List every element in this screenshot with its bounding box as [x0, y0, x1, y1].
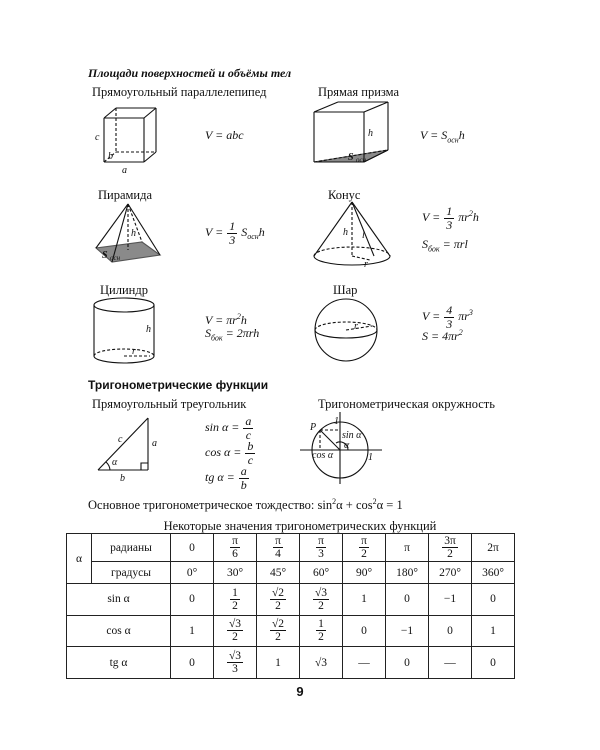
label-s: S — [102, 250, 108, 261]
caption-box: Прямоугольный параллелепипед — [92, 85, 267, 99]
label-alpha: α — [344, 440, 350, 451]
label-r: r — [354, 321, 358, 332]
cell-fraction: $\frac{\pi}{2}$ — [361, 534, 367, 560]
table-cell — [300, 584, 343, 616]
table-cell — [171, 615, 214, 647]
table-cell — [171, 647, 214, 679]
label-sin: sin α — [342, 430, 362, 441]
cell-value: 0 — [490, 593, 496, 606]
label-h: h — [146, 324, 151, 335]
cell-fraction: $\frac{√2}{2}$ — [271, 618, 285, 644]
table-cell — [214, 584, 257, 616]
table-row — [67, 647, 515, 679]
cell-fraction: $\frac{√3}{2}$ — [314, 586, 328, 612]
pyramid-figure — [90, 200, 170, 266]
svg-text:осн: осн — [356, 156, 367, 164]
cell-fraction: $\frac{3\pi}{2}$ — [444, 534, 456, 560]
caption-pyramid: Пирамида — [98, 188, 153, 202]
cell-value: 0 — [404, 656, 410, 669]
table-cell — [472, 615, 515, 647]
caption-circle: Тригонометрическая окружность — [318, 397, 495, 411]
cell-value: 1 — [490, 624, 496, 637]
table-cell — [171, 584, 214, 616]
label-h: h — [343, 227, 348, 238]
cell-value: 1 — [275, 656, 281, 669]
degree-cell: 30° — [214, 562, 257, 584]
cell-value: 0 — [447, 624, 453, 637]
degree-cell: 60° — [300, 562, 343, 584]
formula-sin: sin α = $\frac{a}{c}$ — [205, 414, 252, 442]
caption-cylinder: Цилиндр — [100, 283, 148, 297]
label-h: h — [131, 228, 136, 239]
table-cell — [300, 534, 343, 562]
table-cell — [343, 647, 386, 679]
cell-value: π — [404, 541, 410, 554]
label-b: b — [108, 151, 113, 162]
table-cell — [386, 647, 429, 679]
degree-cell: 180° — [386, 562, 429, 584]
degree-cell: 360° — [472, 562, 515, 584]
table-cell — [257, 534, 300, 562]
table-cell — [257, 584, 300, 616]
trig-identity: Основное тригонометрическое тождество: $\sin^2\alpha + \cos^2\alpha = 1$ — [88, 497, 403, 513]
degree-cell: 90° — [343, 562, 386, 584]
table-cell — [214, 534, 257, 562]
section-title-trig: Тригонометрические функции — [88, 378, 269, 392]
caption-sphere: Шар — [333, 283, 358, 297]
table-row — [67, 584, 515, 616]
cell-fraction: $\frac{\pi}{4}$ — [275, 534, 281, 560]
cell-value: 0 — [490, 656, 496, 669]
label-r: r — [364, 259, 368, 270]
caption-prism: Прямая призма — [318, 85, 400, 99]
table-cell — [429, 615, 472, 647]
table-cell — [257, 647, 300, 679]
cylinder-figure — [88, 296, 168, 368]
row-label: sin α — [67, 584, 171, 616]
formula-pyramid: V = $\frac{1}{3}$ $S_{осн}h$ — [205, 219, 265, 247]
formula-box: V = abc — [205, 128, 244, 142]
table-cell — [214, 647, 257, 679]
degree-cell: 270° — [429, 562, 472, 584]
table-cell — [386, 615, 429, 647]
caption-triangle: Прямоугольный треугольник — [92, 397, 247, 411]
label-l: l — [362, 230, 365, 241]
table-cell — [472, 584, 515, 616]
label-a: a — [122, 165, 127, 176]
cell-fraction: $\frac{1}{2}$ — [232, 586, 238, 612]
cell-fraction: $\frac{\pi}{3}$ — [318, 534, 324, 560]
sphere-figure — [308, 296, 388, 368]
cell-value: √3 — [314, 656, 328, 669]
formula-prism: $V = S_{осн}h$ — [420, 128, 465, 145]
degrees-label: градусы — [92, 562, 171, 584]
cell-value: 0 — [404, 593, 410, 606]
table-cell — [429, 647, 472, 679]
label-p: P — [310, 422, 317, 433]
label-b: b — [120, 473, 125, 484]
formula-cone-area: $S_{бок} = \pi rl$ — [422, 237, 468, 254]
label-one-top: 1 — [334, 416, 339, 427]
table-cell — [343, 534, 386, 562]
svg-text:осн: осн — [110, 254, 121, 262]
section-title-solids: Площади поверхностей и объёмы тел — [88, 66, 292, 80]
radians-label: радианы — [92, 534, 171, 562]
page-number: 9 — [296, 684, 304, 699]
formula-cylinder-volume: $V = \pi r^2h$ — [205, 312, 247, 327]
formula-cylinder-area: $S_{бок} = 2\pi rh$ — [205, 326, 260, 343]
unit-circle-figure — [296, 410, 386, 486]
row-label: cos α — [67, 615, 171, 647]
label-alpha: α — [112, 457, 118, 468]
triangle-figure — [92, 412, 162, 482]
prism-figure — [308, 100, 398, 168]
cell-value: — — [358, 656, 370, 669]
table-cell — [429, 534, 472, 562]
formula-sphere-area: $S = 4\pi r^2$ — [422, 328, 463, 343]
formula-cos: cos α = $\frac{b}{c}$ — [205, 439, 254, 467]
table-cell — [429, 584, 472, 616]
label-r: r — [132, 346, 136, 357]
table-cell — [171, 534, 214, 562]
trig-values-table — [66, 533, 515, 679]
table-cell — [386, 534, 429, 562]
box-figure — [92, 102, 172, 174]
table-row — [67, 615, 515, 647]
table-cell — [343, 584, 386, 616]
degree-cell: 45° — [257, 562, 300, 584]
cone-figure — [308, 200, 398, 272]
table-cell — [343, 615, 386, 647]
formula-tg: tg α = $\frac{a}{b}$ — [205, 464, 247, 492]
cell-value: 1 — [361, 593, 367, 606]
cell-value: −1 — [443, 593, 457, 606]
cell-value: 1 — [189, 624, 195, 637]
cell-fraction: $\frac{√3}{2}$ — [228, 618, 242, 644]
alpha-cell: α — [67, 534, 92, 584]
table-cell — [472, 647, 515, 679]
label-c: c — [95, 132, 100, 143]
cell-value: 0 — [361, 624, 367, 637]
table-row — [67, 534, 515, 562]
table-row — [67, 562, 515, 584]
label-h: h — [368, 128, 373, 139]
cell-fraction: $\frac{√3}{3}$ — [228, 650, 242, 676]
cell-value: — — [444, 656, 456, 669]
cell-value: 0 — [189, 541, 195, 554]
table-cell — [386, 584, 429, 616]
cell-value: 2π — [487, 541, 499, 554]
row-label: tg α — [67, 647, 171, 679]
formula-cone-volume: V = $\frac{1}{3}$ $\pi r^2h$ — [422, 204, 479, 232]
table-cell — [472, 534, 515, 562]
label-s: S — [348, 152, 354, 163]
label-c: c — [118, 434, 123, 445]
formula-sphere-volume: V = $\frac{4}{3}$ $\pi r^3$ — [422, 303, 473, 331]
label-cos: cos α — [312, 450, 334, 461]
table-cell — [300, 647, 343, 679]
cell-fraction: $\frac{√2}{2}$ — [271, 586, 285, 612]
table-cell — [300, 615, 343, 647]
degree-cell: 0° — [171, 562, 214, 584]
caption-cone: Конус — [328, 188, 361, 202]
cell-value: 0 — [189, 593, 195, 606]
cell-fraction: $\frac{\pi}{6}$ — [232, 534, 238, 560]
label-one-right: 1 — [368, 452, 373, 463]
table-cell — [214, 615, 257, 647]
label-a: a — [152, 438, 157, 449]
table-cell — [257, 615, 300, 647]
cell-fraction: $\frac{1}{2}$ — [318, 618, 324, 644]
cell-value: −1 — [400, 624, 414, 637]
cell-value: 0 — [189, 656, 195, 669]
table-title: Некоторые значения тригонометрических функций — [163, 519, 437, 533]
